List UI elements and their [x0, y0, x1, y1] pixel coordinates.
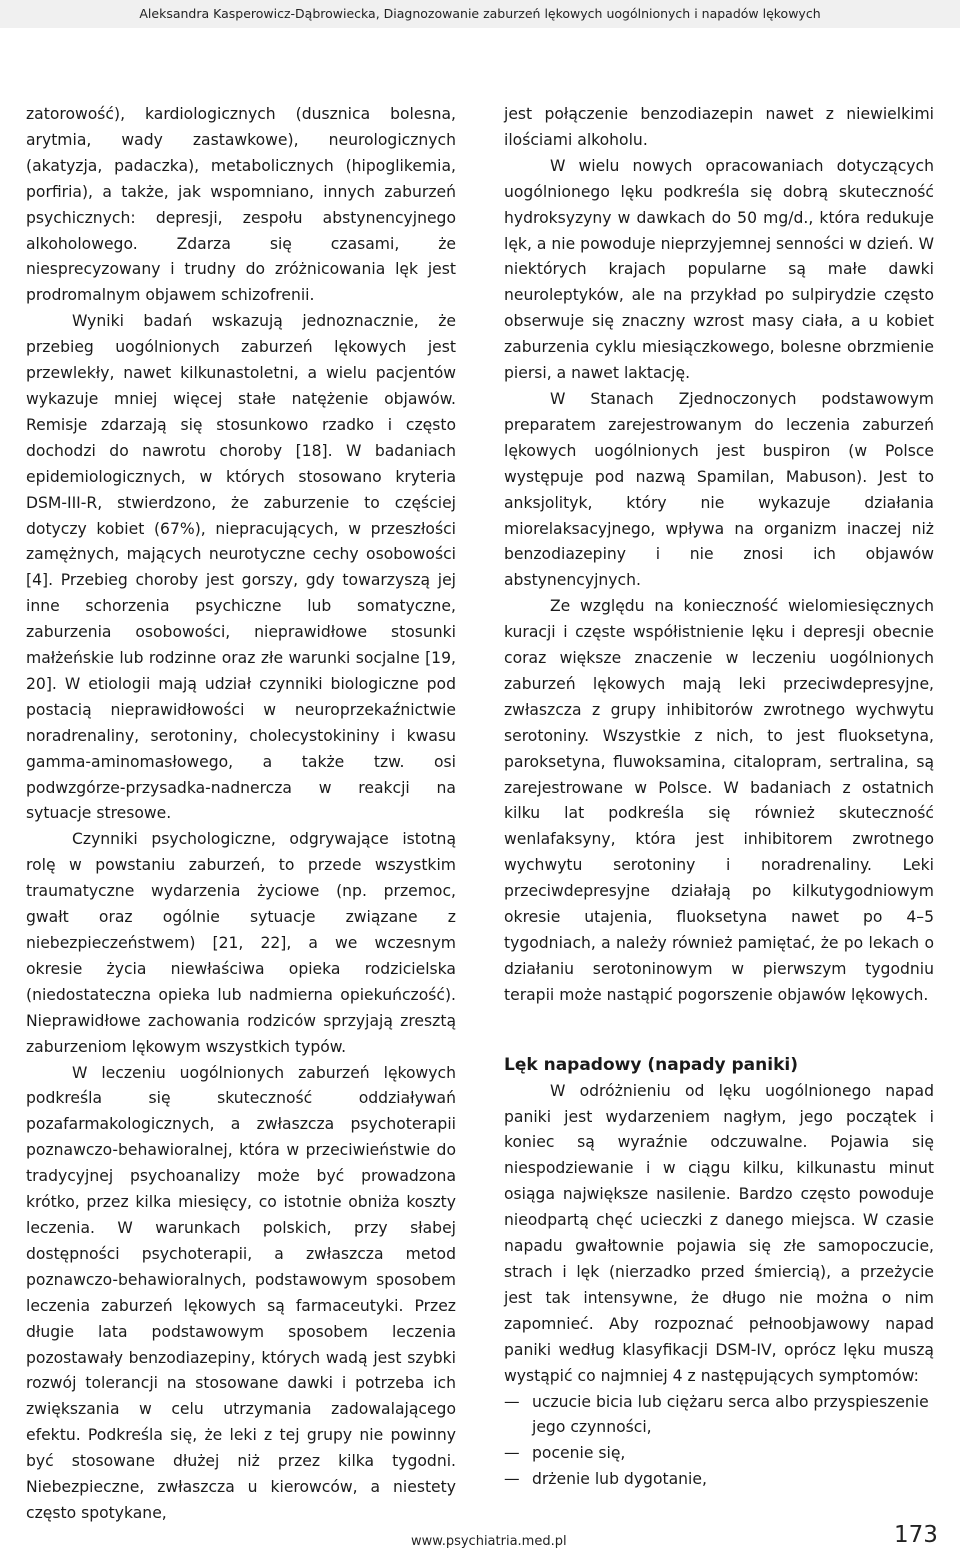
- left-paragraph-1: zatorowość), kardiologicznych (dusznica bolesna, arytmia, wady zastawkowe), neurologicznych (akatyzja, padaczka), metabolicznych (hipoglikemia, porfiria), a także, jak wspomniano, innych zaburzeń psychicznych: depresji, zespołu abstynencyjnego alkoholowego. Zdarza się czasami, że niesprecyzowany i trudny do zróżnicowania lęk jest prodromalnym objawem schizofrenii.: [26, 105, 456, 305]
- page-number: 173: [894, 1522, 938, 1548]
- list-item-text: pocenie się,: [532, 1444, 626, 1463]
- dash-bullet: —: [504, 1470, 520, 1489]
- list-item: [504, 1441, 934, 1467]
- left-paragraph-3: Czynniki psychologiczne, odgrywające istotną rolę w powstaniu zaburzeń, to przede wszystkim traumatyczne wydarzenia życiowe (np. przemoc, gwałt oraz ogólnie sytuacje związane z niebezpieczeństwem) [21, 22], a we wczesnym okresie życia niewłaściwa opieka rodzicielska (niedostateczna opieka lub nadmierna opiekuńczość). Nieprawidłowe zachowania rodziców sprzyjają zresztą zaburzeniom lękowym wszystkich typów.: [26, 830, 456, 1056]
- list-item: [504, 1390, 934, 1442]
- right-paragraph-5: W odróżnieniu od lęku uogólnionego napad paniki jest wydarzeniem nagłym, jego początek i koniec są wyraźnie odczuwalne. Pojawia się niespodziewanie i w ciągu kilku, kilkunastu minut osiąga największe nasilenie. Bardzo często powoduje nieodpartą chęć ucieczki z danego miejsca. W czasie napadu gwałtownie pojawia się złe samopoczucie, strach i lęk (nierzadko przed śmiercią), a przeżycie jest tak intensywne, że długo nie można o nim zapomnieć. Aby rozpoznać pełnoobjawowy napad paniki według klasyfikacji DSM-IV, oprócz lęku muszą wystąpić co najmniej 4 z następujących symptomów:: [504, 1081, 934, 1385]
- list-item: [504, 1467, 934, 1493]
- right-column: [504, 102, 934, 1493]
- left-paragraph-4: W leczeniu uogólnionych zaburzeń lękowych podkreśla się skuteczność oddziaływań pozafarmakologicznych, a zwłaszcza psychoterapii poznawczo-behawioralnej, która w przeciwieństwie do tradycyjnej psychoanalizy może być prowadzona krótko, przez kilka miesięcy, co istotnie obniża koszty leczenia. W warunkach polskich, przy słabej dostępności psychoterapii, a zwłaszcza metod poznawczo-behawioralnych, podstawowym sposobem leczenia zaburzeń lękowych są farmaceutyki. Przez długie lata podstawowym sposobem leczenia pozostawały benzodiazepiny, których wadą jest szybki rozwój tolerancji na stosowane dawki i potrzeba ich zwiększania w celu utrzymania zadowalającego efektu. Podkreśla się, że leki z tej grupy nie powinny być stosowane dłużej niż przez kilka tygodni. Niebezpieczne, zwłaszcza u kierowców, a niestety często spotykane,: [26, 1063, 456, 1522]
- symptom-list: [504, 1390, 934, 1494]
- dash-bullet: —: [504, 1392, 520, 1411]
- footer-url: www.psychiatria.med.pl: [411, 1534, 567, 1549]
- left-column: [26, 102, 456, 1527]
- right-paragraph-4: Ze względu na konieczność wielomiesięcznych kuracji i częste współistnienie lęku i depresji obecnie coraz większe znaczenie w leczeniu uogólnionych zaburzeń lękowych mają leki przeciwdepresyjne, zwłaszcza z grupy inhibitorów zwrotnego wychwytu serotoniny. Wszystkie z nich, to jest fluoksetyna, paroksetyna, fluwoksamina, citalopram, sertralina, są zarejestrowane w Polsce. W badaniach z ostatnich kilku lat podkreśla się również skuteczność wenlafaksyny, która jest inhibitorem zwrotnego wychwytu serotoniny i noradrenaliny. Leki przeciwdepresyjne działają po kilkutygodniowym okresie utajenia, fluoksetyna nawet po 4–5 tygodniach, a należy również pamiętać, że po lekach o działaniu serotoninowym w pierwszym tygodniu terapii może nastąpić pogorszenie objawów lękowych.: [504, 597, 934, 1004]
- header-title: Diagnozowanie zaburzeń lękowych uogólnionych i napadów lękowych: [383, 6, 821, 21]
- left-paragraph-2: Wyniki badań wskazują jednoznacznie, że przebieg uogólnionych zaburzeń lękowych jest przewlekły, nawet kilkunastoletni, a wielu pacjentów wykazuje mniej więcej stałe natężenie objawów. Remisje zdarzają się stosunkowo rzadko i często dochodzi do nawrotu choroby [18]. W badaniach epidemiologicznych, w których stosowano kryteria DSM-III-R, stwierdzono, że zaburzenie to częściej dotyczy kobiet (67%), niepracujących, w przeszłości zamężnych, mających neurotyczne cechy osobowości [4]. Przebieg choroby jest gorszy, gdy towarzyszą jej inne schorzenia psychiczne lub somatyczne, zaburzenia osobowości, nieprawidłowe stosunki małżeńskie lub rodzinne oraz złe warunki socjalne [19, 20]. W etiologii mają udział czynniki biologiczne pod postacią nieprawidłowości w neuroprzekaźnictwie noradrenaliny, serotoniny, cholecystokininy i kwasu gamma-aminomasłowego, a także tzw. osi podwzgórze-przysadka-nadnercza w reakcji na sytuacje stresowe.: [26, 312, 456, 823]
- right-paragraph-2: W wielu nowych opracowaniach dotyczących uogólnionego lęku podkreśla się dobrą skuteczność hydroksyzyny w dawkach do 50 mg/d., która redukuje lęk, a nie powoduje nieprzyjemnej senności w dzień. W niektórych krajach popularne są małe dawki neuroleptyków, ale na przykład po sulpirydzie często obserwuje się znaczny wzrost masy ciała, a u kobiet zaburzenia cyklu miesiączkowego, bolesne obrzmienie piersi, a nawet laktację.: [504, 156, 934, 383]
- section-gap: [504, 1009, 934, 1053]
- right-paragraph-3: W Stanach Zjednoczonych podstawowym preparatem zarejestrowanym do leczenia zaburzeń lękowych uogólnionych jest buspiron (w Polsce występuje pod nazwą Spamilan, Mabuson). Jest to anksjolityk, który nie wykazuje działania miorelaksacyjnego, wpływa na organizm inaczej niż benzodiazepiny i nie znosi ich objawów abstynencyjnych.: [504, 389, 934, 590]
- running-header: [0, 0, 960, 28]
- list-item-text: uczucie bicia lub ciężaru serca albo przyspieszenie jego czynności,: [532, 1392, 929, 1437]
- header-authors: Aleksandra Kasperowicz-Dąbrowiecka,: [139, 6, 380, 21]
- list-item-text: drżenie lub dygotanie,: [532, 1470, 707, 1489]
- dash-bullet: —: [504, 1444, 520, 1463]
- section-heading: Lęk napadowy (napady paniki): [504, 1054, 798, 1075]
- right-paragraph-1: jest połączenie benzodiazepin nawet z niewielkimi ilościami alkoholu.: [504, 105, 934, 149]
